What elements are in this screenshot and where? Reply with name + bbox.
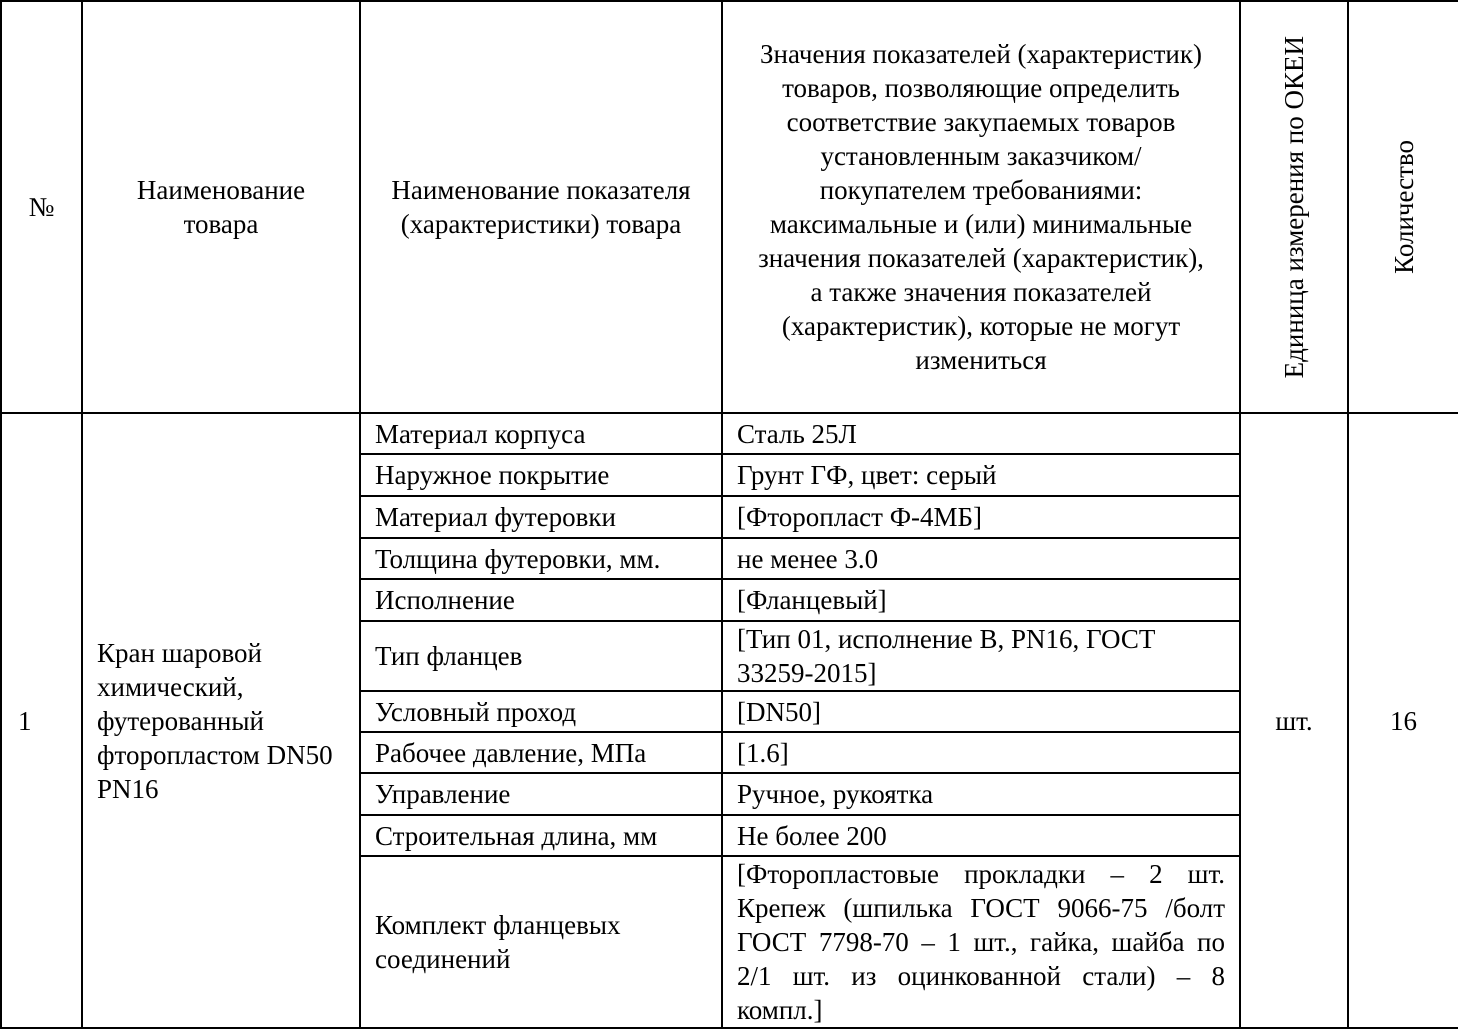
param-value: Сталь 25Л — [722, 413, 1240, 454]
param-value: [DN50] — [722, 691, 1240, 732]
header-quantity-label: Количество — [1388, 140, 1419, 274]
param-name: Исполнение — [360, 579, 722, 621]
header-row — [1, 1, 1458, 413]
param-name: Толщина футеровки, мм. — [360, 538, 722, 579]
header-param-values: Значения показателей (характеристик) товаров, позволяющие определить соответствие закупаемых товаров установленным заказчиком/покупателем требованиями: максимальные и (или) минимальные значения показателей (характеристик), а также значения показателей (характеристик), которые не могут измениться — [722, 1, 1240, 413]
item-name: Кран шаровой химический, футерованный фторопластом DN50 PN16 — [82, 413, 360, 1028]
param-name: Материал корпуса — [360, 413, 722, 454]
param-value: не менее 3.0 — [722, 538, 1240, 579]
param-value: Не более 200 — [722, 815, 1240, 856]
header-product-name: Наименование товара — [82, 1, 360, 413]
item-quantity: 16 — [1348, 413, 1458, 1028]
param-name: Материал футеровки — [360, 496, 722, 538]
param-name: Управление — [360, 773, 722, 815]
param-name: Тип фланцев — [360, 621, 722, 691]
param-name: Условный проход — [360, 691, 722, 732]
header-quantity — [1348, 1, 1458, 413]
param-name: Строительная длина, мм — [360, 815, 722, 856]
param-value: [Фланцевый] — [722, 579, 1240, 621]
header-unit-label: Единица измерения по ОКЕИ — [1279, 35, 1309, 379]
param-value: Ручное, рукоятка — [722, 773, 1240, 815]
header-unit — [1240, 1, 1348, 413]
param-name: Рабочее давление, МПа — [360, 732, 722, 773]
param-value: [Фторопласт Ф-4МБ] — [722, 496, 1240, 538]
param-value: [Фторопластовые прокладки – 2 шт. Крепеж (шпилька ГОСТ 9066-75 /болт ГОСТ 7798-70 – 1 шт., гайка, шайба по 2/1 шт. из оцинкованной стали) – 8 компл.] — [722, 856, 1240, 1028]
param-name: Комплект фланцевых соединений — [360, 856, 722, 1028]
table-row — [1, 413, 1458, 454]
param-value: Грунт ГФ, цвет: серый — [722, 454, 1240, 496]
header-param-name: Наименование показателя (характеристики) товара — [360, 1, 722, 413]
param-name: Наружное покрытие — [360, 454, 722, 496]
param-value: [Тип 01, исполнение В, PN16, ГОСТ 33259-2015] — [722, 621, 1240, 691]
item-num: 1 — [1, 413, 82, 1028]
param-value: [1.6] — [722, 732, 1240, 773]
item-unit: шт. — [1240, 413, 1348, 1028]
header-num: № — [1, 1, 82, 413]
